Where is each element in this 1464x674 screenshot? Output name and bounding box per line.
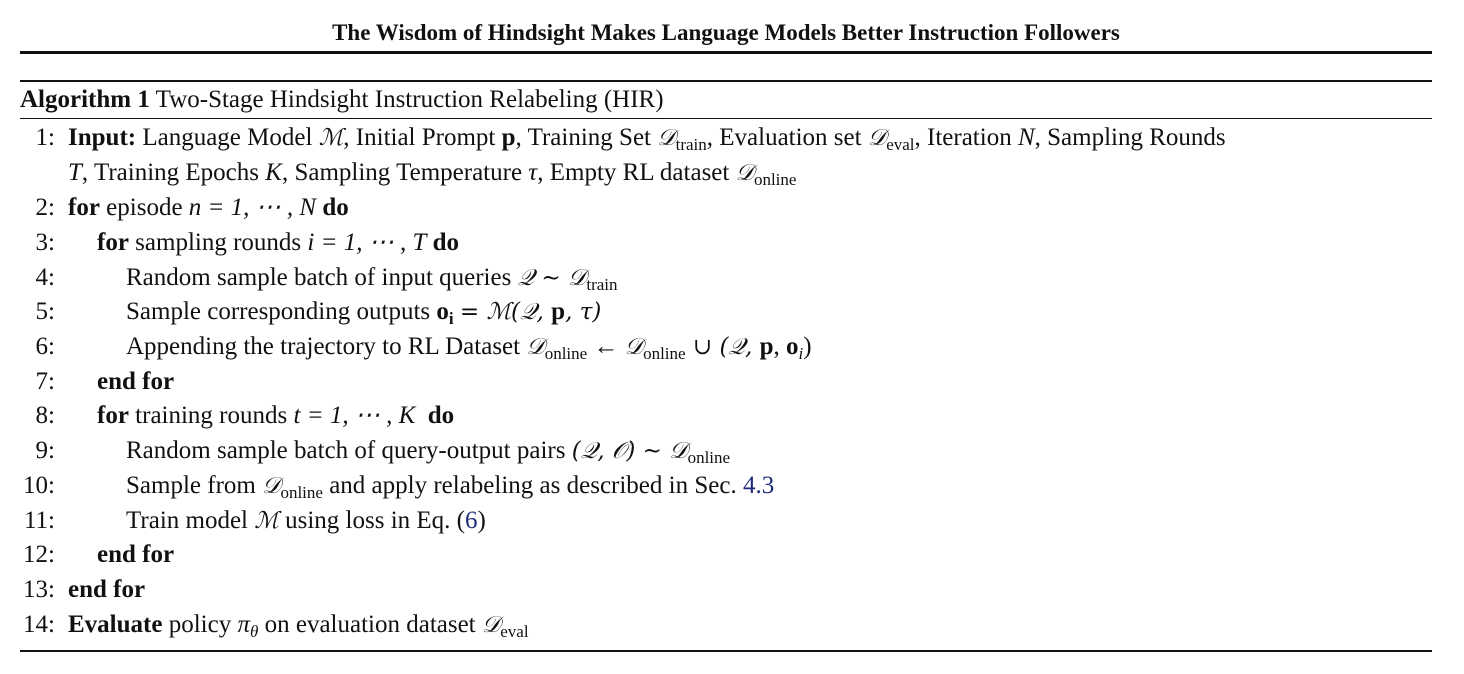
line-content [97, 540, 174, 570]
algorithm-label: Algorithm 1 [20, 86, 150, 113]
keyword-end-for: end for [68, 576, 146, 603]
line-content: T, Training Epochs K, Sampling Temperature τ, Empty RL dataset 𝒟$_{online}$ [68, 159, 797, 189]
model-symbol: ℳ [318, 125, 344, 151]
keyword-for: for [97, 229, 129, 256]
line-number: 2: [35, 194, 55, 221]
keyword-do: do [432, 229, 460, 256]
line-content: Sample from 𝒟$_{online}$ and apply relabeling as described in Sec. 4.3 [126, 472, 775, 502]
keyword-evaluate: Evaluate [68, 611, 163, 638]
keyword-end-for: end for [97, 368, 175, 395]
algorithm-title-rule [20, 118, 1432, 119]
line-content: Random sample batch of query-output pairs (𝒬, 𝒪) ∼ 𝒟$_{online}$ [126, 437, 731, 467]
line-content: Sample corresponding outputs $o_i$ = ℳ(𝒬, p, τ) [126, 298, 602, 328]
line-content [68, 575, 145, 605]
line-content: Appending the trajectory to RL Dataset 𝒟$_{online}$ ← 𝒟$_{online}$ ∪ (𝒬, p, $o_i$) [126, 333, 812, 363]
keyword-do: do [322, 194, 349, 221]
line-number: 13: [23, 576, 55, 603]
section-reference-link[interactable]: 4.3 [742, 472, 775, 499]
line-number: 4: [35, 264, 55, 291]
keyword-do: do [427, 402, 455, 429]
equation-reference-link[interactable]: 6 [464, 507, 478, 534]
line-content: Train model ℳ using loss in Eq. (6) [126, 507, 486, 534]
line-content: Input: Language Model ℳ, Initial Prompt p, Training Set 𝒟$_{train}$, Evaluation set 𝒟$_{eval}$, Iteration N, Sampling Rounds [68, 124, 1226, 154]
header-rule [20, 51, 1432, 54]
line-content: for sampling rounds i = 1, ⋯ , T do [97, 229, 460, 256]
line-content: Random sample batch of input queries 𝒬 ∼ 𝒟$_{train}$ [126, 264, 618, 294]
keyword-for: for [68, 194, 100, 221]
algorithm-top-rule [20, 80, 1432, 82]
line-number: 10: [23, 472, 55, 499]
line-number: 12: [23, 541, 55, 568]
line-number: 11: [23, 507, 55, 534]
paper-running-title: The Wisdom of Hindsight Makes Language Models Better Instruction Followers [332, 20, 1120, 45]
line-content: Evaluate policy $\pi_\theta$ on evaluation dataset 𝒟$_{eval}$ [68, 611, 529, 641]
line-number: 14: [23, 611, 55, 638]
prompt-symbol: p [501, 124, 516, 151]
algorithm-name: Two-Stage Hindsight Instruction Relabeling (HIR) [155, 86, 664, 113]
line-content [97, 367, 174, 397]
line-number: 7: [35, 368, 55, 395]
keyword-input: Input: [68, 124, 137, 151]
line-number: 5: [35, 298, 55, 325]
line-number: 9: [35, 437, 55, 464]
algorithm-bottom-rule [20, 650, 1432, 652]
line-content: for episode n = 1, ⋯ , N do [68, 194, 349, 221]
line-number: 6: [35, 333, 55, 360]
line-number: 1: [35, 124, 55, 151]
keyword-end-for: end for [97, 541, 175, 568]
keyword-for: for [97, 402, 129, 429]
line-number: 3: [35, 229, 55, 256]
line-content: for training rounds t = 1, ⋯ , K do [97, 402, 455, 429]
algorithm-title [20, 85, 664, 115]
line-number: 8: [35, 402, 55, 429]
